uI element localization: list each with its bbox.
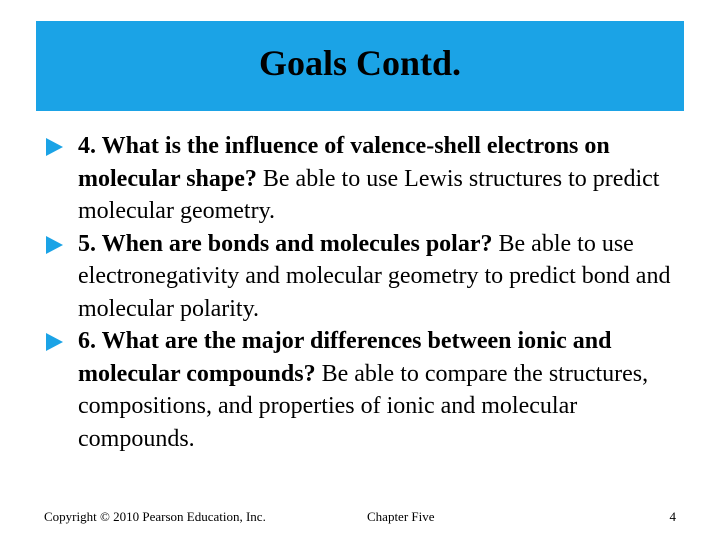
bullet-detail: Be able to compare the structures, compositions, and properties of ionic and molecular compounds.: [78, 360, 649, 452]
triangle-bullet-icon: [46, 138, 63, 156]
footer-copyright: Copyright © 2010 Pearson Education, Inc.: [44, 509, 266, 524]
footer-chapter: Chapter Five: [367, 509, 435, 524]
bullet-detail: Be able to use Lewis structures to predict molecular geometry.: [78, 165, 660, 224]
bullet-item: [46, 130, 686, 228]
bullet-item: [46, 325, 686, 455]
bullet-list: [46, 130, 686, 455]
triangle-bullet-icon: [46, 236, 63, 254]
bullet-question: 4. What is the influence of valence-shell electrons on molecular shape?: [78, 133, 610, 192]
bullet-item: [46, 228, 686, 326]
bullet-question: 5. When are bonds and molecules polar?: [78, 230, 493, 257]
bullet-detail: Be able to use electronegativity and molecular geometry to predict bond and molecular polarity.: [78, 230, 671, 322]
slide-title: Goals Contd.: [258, 43, 462, 83]
title-banner: [36, 21, 684, 111]
bullet-question: 6. What are the major differences between ionic and molecular compounds?: [78, 328, 612, 387]
footer-page-number: 4: [669, 509, 676, 524]
triangle-bullet-icon: [46, 333, 63, 351]
